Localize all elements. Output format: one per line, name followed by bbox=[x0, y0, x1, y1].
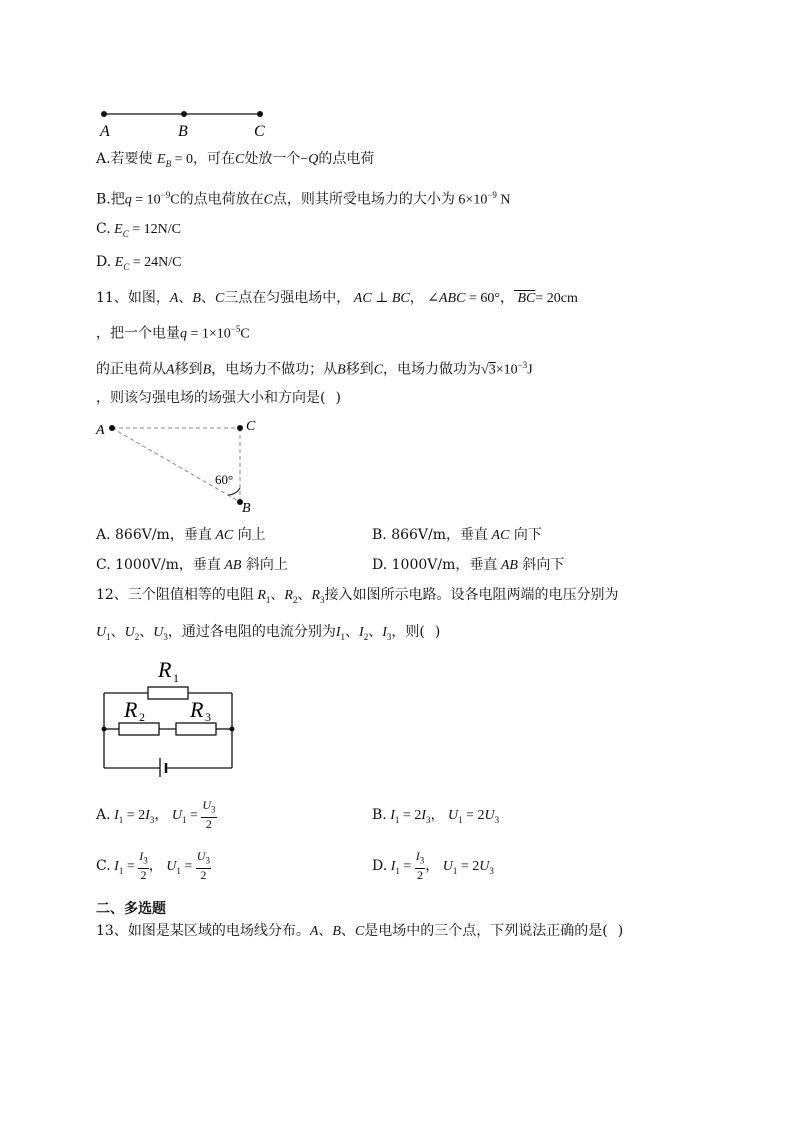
point-a-label: A bbox=[100, 123, 110, 140]
q10-option-b: B.把$q = 10^{-9}C$的点电荷放在C点，则其所受电场力的大小为 $6\times 10^{-9}$ N bbox=[96, 190, 511, 208]
q12-option-c: C. $I_1$ = $\frac{I_3}{2}$ ， $U_1$ = $\frac{U_3}{2}$ bbox=[96, 849, 210, 882]
point-b-label: B bbox=[178, 123, 188, 140]
r2-label: R bbox=[124, 697, 138, 722]
q12-circuit-figure bbox=[96, 655, 246, 777]
tri-c-label: C bbox=[246, 419, 256, 434]
q12-line-2: $U_1$、$U_2$、$U_3$，通过各电阻的电流分别为$I_1$、$I_2$、$I_3$，则( ) bbox=[96, 624, 441, 642]
tri-b-label: B bbox=[242, 501, 251, 516]
q11-option-b: B. 866V/m，垂直 AC 向下 bbox=[372, 527, 542, 543]
section-title-multiple-choice: 二、多选题 bbox=[96, 901, 166, 917]
svg-text:3: 3 bbox=[205, 710, 211, 724]
svg-text:2: 2 bbox=[139, 710, 145, 724]
q12-option-b: B. $I_1 = 2I_3$， $U_1 = 2U_3$ bbox=[372, 807, 500, 825]
q11-line-4: ，则该匀强电场的场强大小和方向是( ) bbox=[96, 390, 341, 406]
r1-label: R bbox=[158, 657, 172, 682]
q11-line-2: ，把一个电量$q = 1\times 10^{-5}C$ bbox=[96, 324, 250, 342]
q10-option-c: C. $E_C = 12N/C$ bbox=[96, 221, 181, 239]
q11-option-c: C. 1000V/m，垂直 AB 斜向上 bbox=[96, 557, 288, 573]
q11-option-a: A. 866V/m，垂直 AC 向上 bbox=[96, 527, 266, 543]
tri-a-label: A bbox=[96, 423, 105, 438]
q12-option-a: A. $I_1 = 2I_3$， $U_1$ = $\frac{U_3}{2}$ bbox=[96, 798, 216, 831]
point-c-label: C bbox=[254, 123, 265, 140]
q11-option-d: D. 1000V/m，垂直 AB 斜向下 bbox=[372, 557, 565, 573]
q11-line-3: 的正电荷从A移到B，电场力不做功；从B移到C，电场力做功为$√3\times 10^{-3}J$ bbox=[96, 360, 533, 378]
q10-points-figure bbox=[96, 104, 276, 144]
q10-option-a: A.若要使 $E_B = 0$，可在C处放一个−Q的点电荷 bbox=[96, 151, 375, 169]
r3-label: R bbox=[190, 697, 204, 722]
q10-option-d: D. $E_C = 24N/C$ bbox=[96, 254, 182, 272]
q11-triangle-figure bbox=[94, 416, 274, 516]
q12-line-1: 12、三个阻值相等的电阻 $R_1$、$R_2$、$R_3$接入如图所示电路。设各电阻两端的电压分别为 bbox=[96, 587, 619, 605]
q12-option-d: D. $I_1$ = $\frac{I_3}{2}$ ， $U_1 = 2U_3$ bbox=[372, 849, 494, 882]
q13-line-1: 13、如图是某区域的电场线分布。A、B、C是电场中的三个点，下列说法正确的是( ) bbox=[96, 923, 624, 939]
q11-line-1: 11、如图，A、B、C三点在匀强电场中， AC ⊥ BC， ∠ABC = 60°， BC= 20cm bbox=[96, 290, 578, 306]
tri-angle-label: 60° bbox=[215, 472, 234, 487]
svg-text:1: 1 bbox=[173, 671, 179, 685]
